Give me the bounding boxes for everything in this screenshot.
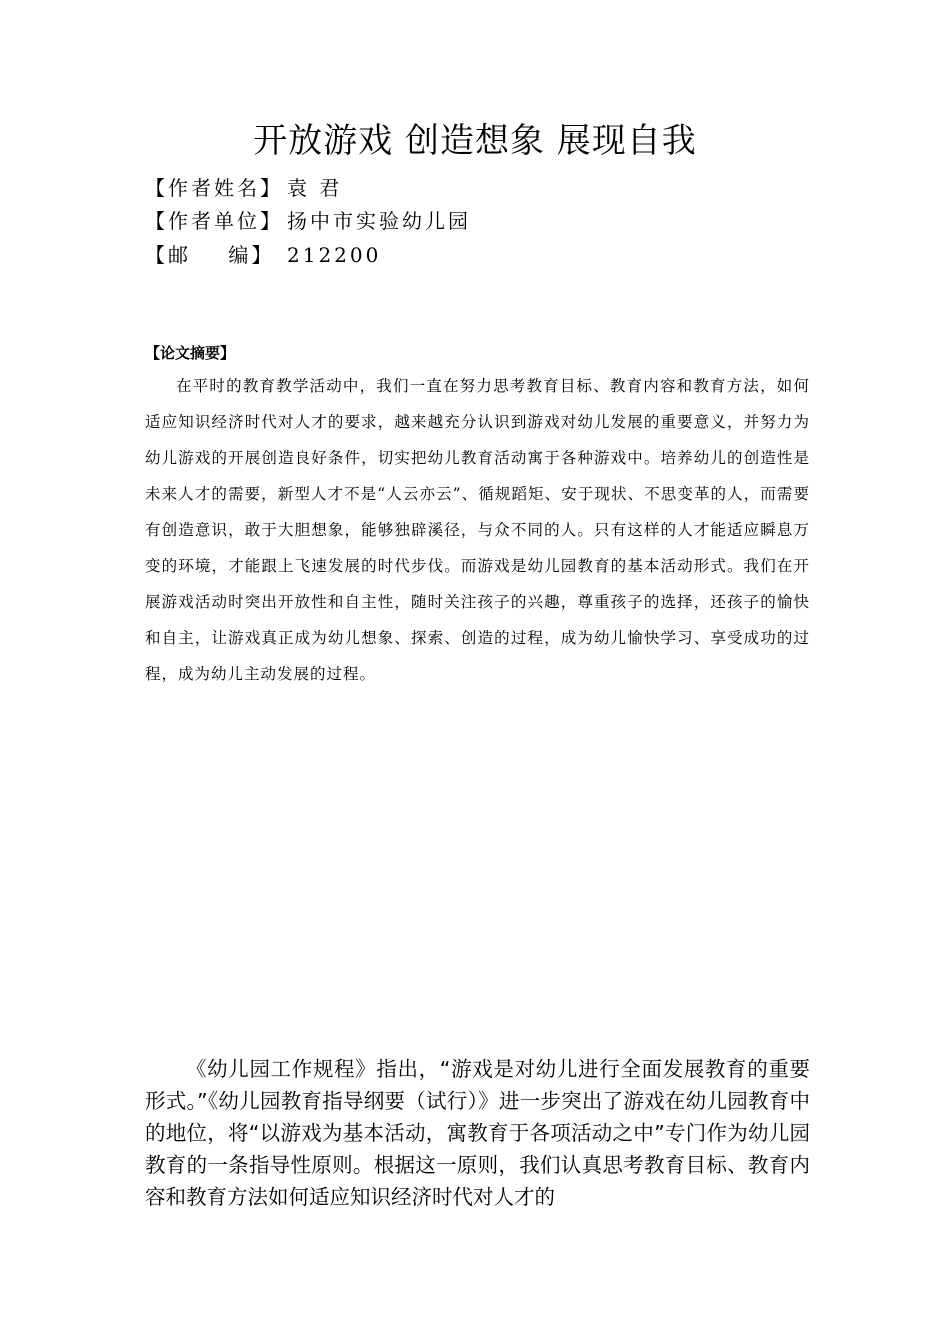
abstract-text: 在平时的教育教学活动中，我们一直在努力思考教育目标、教育内容和教育方法，如何适应知识经济时代对人才的要求，越来越充分认识到游戏对幼儿发展的重要意义，并努力为幼儿游戏的开展创造良好条件，切实把幼儿教育活动寓于各种游戏中。培养幼儿的创造性是未来人才的需要，新型人才不是“人云亦云”、循规蹈矩、安于现状、不思变革的人，而需要有创造意识，敢于大胆想象，能够独辟溪径，与众不同的人。只有这样的人才能适应瞬息万变的环境，才能跟上飞速发展的时代步伐。而游戏是幼儿园教育的基本活动形式。我们在开展游戏活动时突出开放性和自主性，随时关注孩子的兴趣，尊重孩子的选择，还孩子的愉快和自主，让游戏真正成为幼儿想象、探索、创造的过程，成为幼儿愉快学习、享受成功的过程，成为幼儿主动发展的过程。 [145, 377, 810, 683]
postal-code-line [145, 240, 381, 270]
author-unit-value: 扬中市实验幼儿园 [287, 209, 471, 233]
author-name-line [145, 173, 342, 203]
author-unit-line [145, 206, 471, 236]
postal-code-value: 212200 [287, 243, 382, 267]
author-name-value: 袁 君 [287, 176, 343, 200]
document-title: 开放游戏 创造想象 展现自我 [253, 121, 697, 161]
author-unit-label: 【作者单位】 [145, 209, 283, 233]
postal-code-label: 【邮 编】 [145, 243, 275, 267]
body-paragraph: 《幼儿园工作规程》指出，“游戏是对幼儿进行全面发展教育的重要形式。”《幼儿园教育指导纲要（试行）》进一步突出了游戏在幼儿园教育中的地位，将“以游戏为基本活动，寓教育于各项活动之中”专门作为幼儿园教育的一条指导性原则。根据这一原则，我们认真思考教育目标、教育内容和教育方法如何适应知识经济时代对人才的 [145, 1057, 810, 1209]
author-name-label: 【作者姓名】 [145, 176, 283, 200]
abstract-heading: 【论文摘要】 [145, 344, 236, 362]
